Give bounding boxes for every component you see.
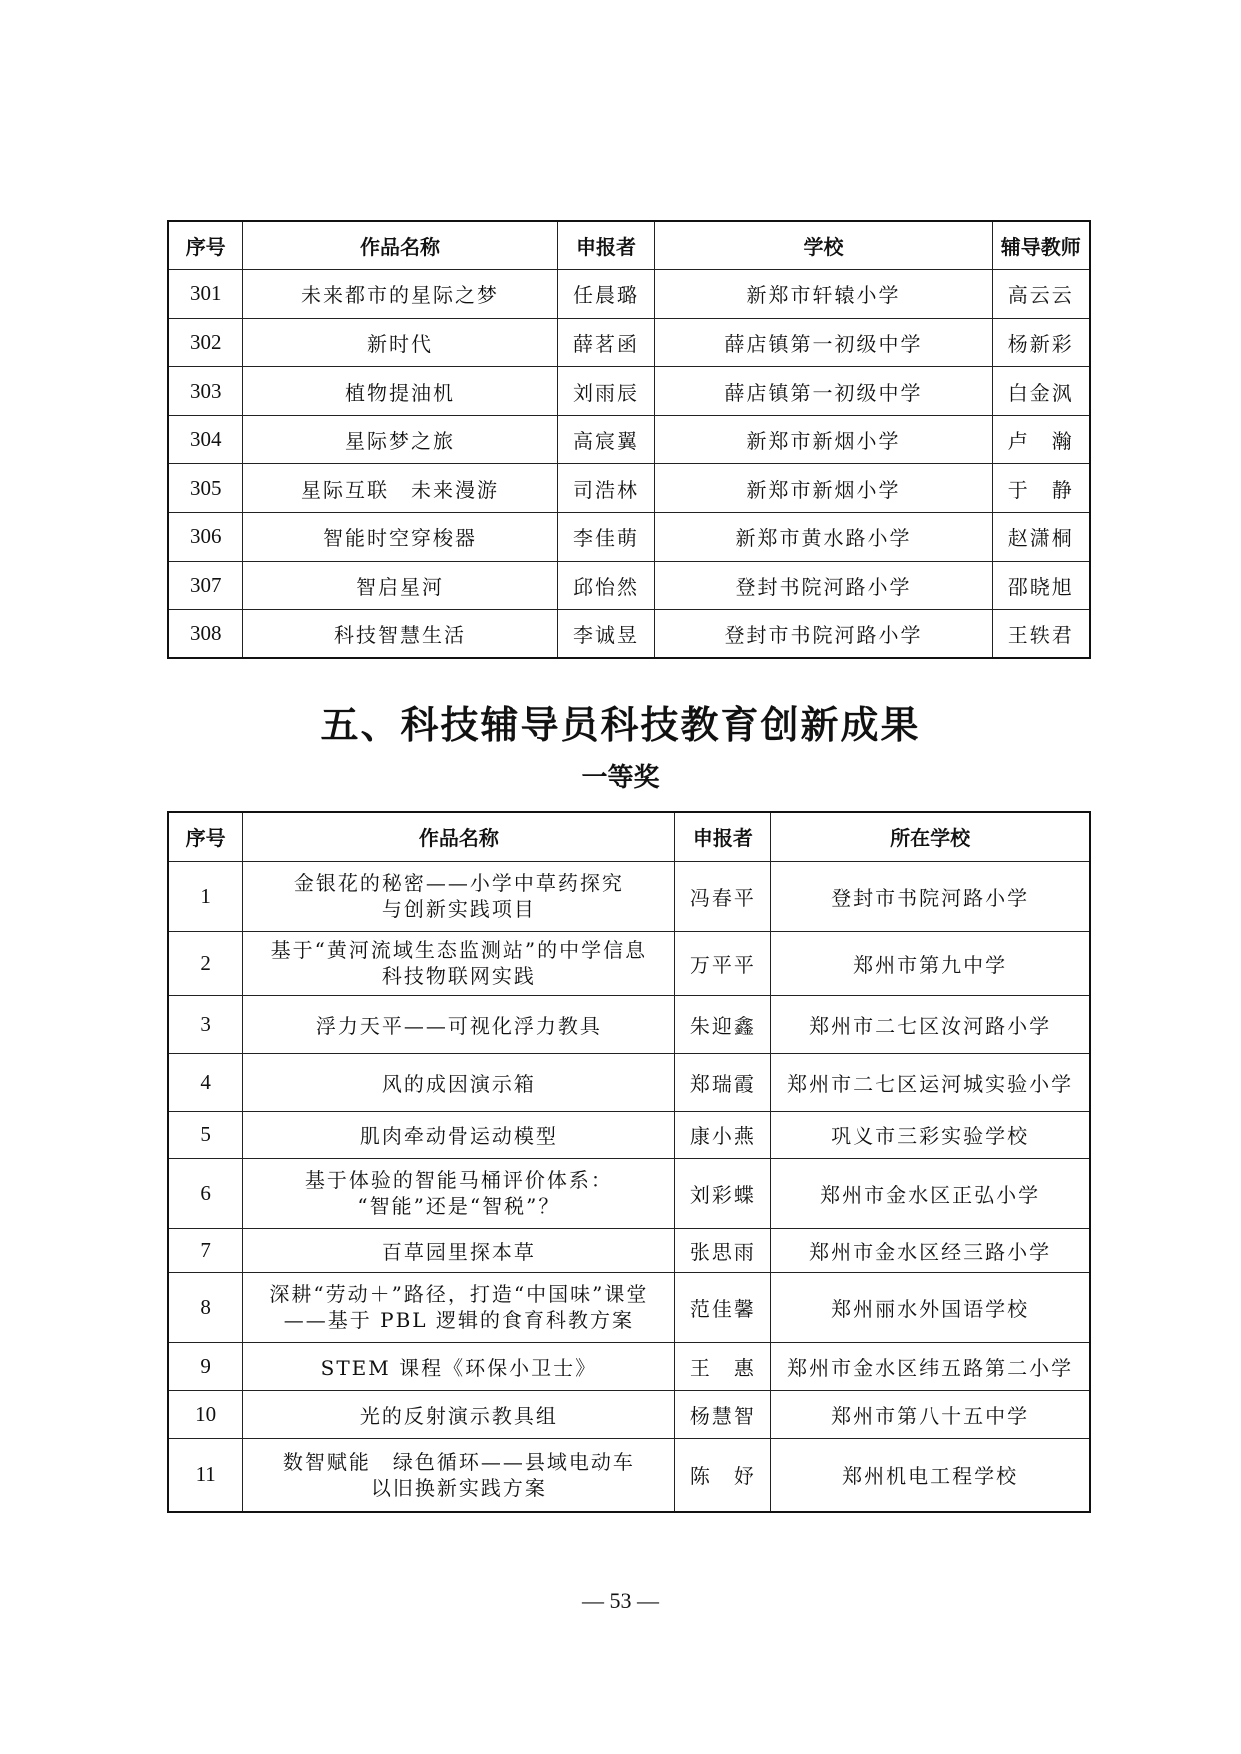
cell-work-title: 未来都市的星际之梦	[243, 270, 557, 319]
cell-serial: 308	[168, 610, 243, 659]
title-line-2: “智能”还是“智税”？	[357, 1194, 561, 1218]
cell-applicant: 刘雨辰	[557, 367, 655, 416]
cell-school: 郑州市第九中学	[771, 931, 1090, 995]
cell-applicant: 郑瑞霞	[675, 1053, 771, 1111]
cell-school: 新郑市新烟小学	[655, 464, 992, 513]
cell-school: 巩义市三彩实验学校	[771, 1111, 1090, 1158]
cell-school: 登封市书院河路小学	[655, 610, 992, 659]
table-row	[168, 415, 1090, 464]
table-row	[168, 1228, 1090, 1272]
title-line-2: 以旧换新实践方案	[370, 1475, 547, 1500]
table-row	[168, 270, 1090, 319]
title-line-1: 基于体验的智能马桶评价体系：	[304, 1168, 613, 1192]
first-prize-table	[167, 811, 1091, 1513]
cell-serial: 305	[168, 464, 243, 513]
cell-work-title: 智能时空穿梭器	[243, 513, 557, 562]
header-applicant: 申报者	[675, 812, 771, 861]
cell-applicant: 冯春平	[675, 861, 771, 931]
cell-school: 郑州市金水区经三路小学	[771, 1228, 1090, 1272]
cell-serial: 304	[168, 415, 243, 464]
cell-work-title: 浮力天平——可视化浮力教具	[243, 995, 675, 1053]
section-title: 五、科技辅导员科技教育创新成果	[320, 702, 921, 747]
header-serial: 序号	[168, 221, 243, 270]
table-row	[168, 1438, 1090, 1512]
page-number: — 53 —	[582, 1588, 659, 1613]
cell-applicant: 陈 妤	[675, 1438, 771, 1512]
title-line-2: ——基于 PBL 逻辑的食育科教方案	[283, 1308, 634, 1332]
cell-serial: 3	[168, 995, 243, 1053]
cell-work-title: 植物提油机	[243, 367, 557, 416]
header-work-title: 作品名称	[243, 812, 675, 861]
cell-serial: 1	[168, 861, 243, 931]
cell-serial: 303	[168, 367, 243, 416]
table-row	[168, 318, 1090, 367]
cell-school: 郑州机电工程学校	[771, 1438, 1090, 1512]
cell-serial: 4	[168, 1053, 243, 1111]
header-serial: 序号	[168, 812, 243, 861]
cell-serial: 8	[168, 1272, 243, 1342]
cell-advisor: 于 静	[992, 464, 1090, 513]
cell-applicant: 李诚昱	[557, 610, 655, 659]
table-row	[168, 1390, 1090, 1438]
cell-school: 薛店镇第一初级中学	[655, 367, 992, 416]
cell-school: 郑州市金水区正弘小学	[771, 1158, 1090, 1228]
table-row	[168, 1053, 1090, 1111]
cell-serial: 301	[168, 270, 243, 319]
cell-advisor: 赵潇桐	[992, 513, 1090, 562]
cell-school: 登封书院河路小学	[655, 561, 992, 610]
header-work-title: 作品名称	[243, 221, 557, 270]
table-row	[168, 464, 1090, 513]
table-row	[168, 1342, 1090, 1390]
cell-school: 登封市书院河路小学	[771, 861, 1090, 931]
cell-advisor: 高云云	[992, 270, 1090, 319]
cell-work-title	[243, 1272, 675, 1342]
cell-applicant: 刘彩蝶	[675, 1158, 771, 1228]
title-line-1: 数智赋能 绿色循环——县域电动车	[282, 1449, 635, 1474]
header-advisor: 辅导教师	[992, 221, 1090, 270]
cell-work-title	[243, 931, 675, 995]
title-line-2: 与创新实践项目	[381, 897, 536, 921]
cell-applicant: 薛茗函	[557, 318, 655, 367]
cell-serial: 10	[168, 1390, 243, 1438]
cell-applicant: 朱迎鑫	[675, 995, 771, 1053]
table-row	[168, 931, 1090, 995]
table-row	[168, 610, 1090, 659]
cell-work-title: 肌肉牵动骨运动模型	[243, 1111, 675, 1158]
cell-work-title	[243, 1158, 675, 1228]
award-title: 一等奖	[581, 763, 660, 793]
cell-work-title: 光的反射演示教具组	[243, 1390, 675, 1438]
cell-applicant: 邱怡然	[557, 561, 655, 610]
cell-school: 郑州丽水外国语学校	[771, 1272, 1090, 1342]
cell-serial: 6	[168, 1158, 243, 1228]
cell-work-title: 星际梦之旅	[243, 415, 557, 464]
cell-school: 薛店镇第一初级中学	[655, 318, 992, 367]
header-applicant: 申报者	[557, 221, 655, 270]
cell-applicant: 王 惠	[675, 1342, 771, 1390]
table-row	[168, 861, 1090, 931]
cell-applicant: 康小燕	[675, 1111, 771, 1158]
cell-work-title: 科技智慧生活	[243, 610, 557, 659]
cell-applicant: 杨慧智	[675, 1390, 771, 1438]
cell-serial: 306	[168, 513, 243, 562]
cell-applicant: 高宸翼	[557, 415, 655, 464]
cell-applicant: 任晨璐	[557, 270, 655, 319]
title-line-1: 基于“黄河流域生态监测站”的中学信息	[270, 938, 648, 962]
cell-work-title: 智启星河	[243, 561, 557, 610]
cell-work-title	[243, 861, 675, 931]
cell-school: 郑州市第八十五中学	[771, 1390, 1090, 1438]
cell-applicant: 万平平	[675, 931, 771, 995]
cell-school: 新郑市黄水路小学	[655, 513, 992, 562]
cell-work-title: STEM 课程《环保小卫士》	[243, 1342, 675, 1390]
cell-serial: 2	[168, 931, 243, 995]
table-row	[168, 1111, 1090, 1158]
cell-serial: 307	[168, 561, 243, 610]
cell-serial: 11	[168, 1438, 243, 1512]
cell-work-title	[243, 1438, 675, 1512]
title-line-2: 科技物联网实践	[381, 964, 536, 988]
header-school: 学校	[655, 221, 992, 270]
table-row	[168, 367, 1090, 416]
table-row	[168, 561, 1090, 610]
table-header-row	[168, 812, 1090, 861]
cell-work-title: 风的成因演示箱	[243, 1053, 675, 1111]
cell-work-title: 新时代	[243, 318, 557, 367]
cell-applicant: 司浩林	[557, 464, 655, 513]
cell-school: 郑州市二七区运河城实验小学	[771, 1053, 1090, 1111]
title-line-1: 深耕“劳动＋”路径，打造“中国味”课堂	[269, 1282, 649, 1306]
cell-advisor: 白金沨	[992, 367, 1090, 416]
cell-school: 郑州市金水区纬五路第二小学	[771, 1342, 1090, 1390]
table-row	[168, 995, 1090, 1053]
cell-serial: 7	[168, 1228, 243, 1272]
title-line-1: 金银花的秘密——小学中草药探究	[293, 871, 624, 895]
cell-applicant: 李佳萌	[557, 513, 655, 562]
table-row	[168, 1158, 1090, 1228]
cell-work-title: 百草园里探本草	[243, 1228, 675, 1272]
cell-advisor: 王轶君	[992, 610, 1090, 659]
cell-school: 郑州市二七区汝河路小学	[771, 995, 1090, 1053]
cell-advisor: 杨新彩	[992, 318, 1090, 367]
cell-work-title: 星际互联 未来漫游	[243, 464, 557, 513]
cell-school: 新郑市新烟小学	[655, 415, 992, 464]
table-row	[168, 1272, 1090, 1342]
cell-serial: 9	[168, 1342, 243, 1390]
cell-serial: 5	[168, 1111, 243, 1158]
cell-applicant: 张思雨	[675, 1228, 771, 1272]
results-table-continued	[167, 220, 1091, 659]
cell-serial: 302	[168, 318, 243, 367]
cell-applicant: 范佳馨	[675, 1272, 771, 1342]
table-row	[168, 513, 1090, 562]
cell-advisor: 卢 瀚	[992, 415, 1090, 464]
cell-advisor: 邵晓旭	[992, 561, 1090, 610]
header-school: 所在学校	[771, 812, 1090, 861]
table-header-row	[168, 221, 1090, 270]
cell-school: 新郑市轩辕小学	[655, 270, 992, 319]
